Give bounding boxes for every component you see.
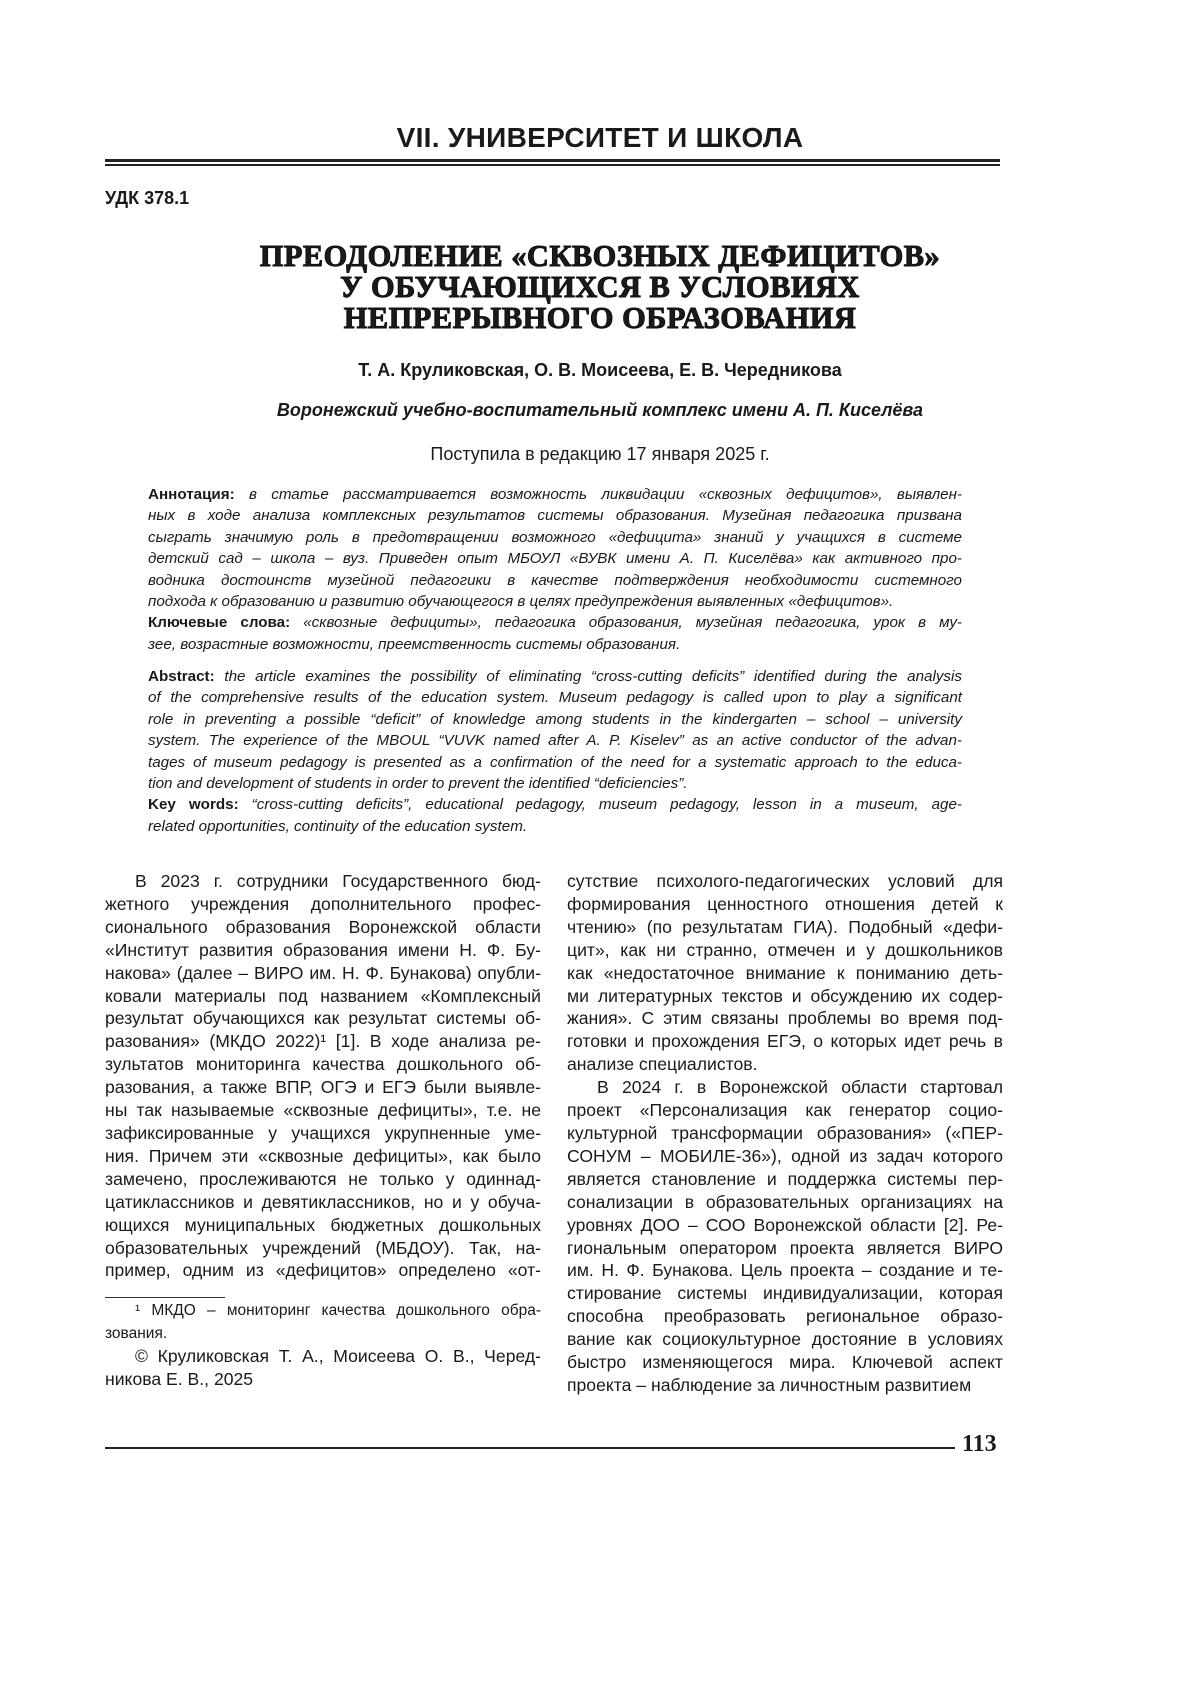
abstract-text: в статье рассматривается возможность ликвидации «сквозных дефицитов», выявлен- xyxy=(235,486,962,503)
abstract-line xyxy=(148,570,962,591)
text-line: ния. Причем эти «сквозные дефициты», как было xyxy=(105,1145,541,1168)
text-line: культурной трансформации образования» («ПЕР- xyxy=(567,1122,1003,1145)
abstract-label: Аннотация: xyxy=(148,486,235,503)
keywords-text: related opportunities, continuity of the education system. xyxy=(148,818,527,835)
abstract-text: of the comprehensive results of the education system. Museum pedagogy is called upon to play a significant xyxy=(148,689,962,706)
abstract-text: tion and development of students in order to prevent the identified “deficiencies”. xyxy=(148,775,687,792)
abstract-line xyxy=(148,548,962,569)
text-line: результат обучающихся как результат системы об- xyxy=(105,1007,541,1030)
text-line: сонализации в образовательных организациях на xyxy=(567,1191,1003,1214)
text-line: цит», как ни странно, отмечен и у дошкольников xyxy=(567,939,1003,962)
copyright xyxy=(105,1345,541,1390)
text-line: ющихся муниципальных бюджетных дошкольных xyxy=(105,1214,541,1237)
keywords-label: Key words: xyxy=(148,796,239,813)
abstract-line xyxy=(148,773,962,794)
abstract-text: ных в ходе анализа комплексных результатов системы образования. Музейная педагогика призвана xyxy=(148,507,962,524)
abstract-line xyxy=(148,709,962,730)
keywords-line xyxy=(148,794,962,815)
abstract-line xyxy=(148,527,962,548)
keywords-label: Ключевые слова: xyxy=(148,614,290,631)
text-line: В 2024 г. в Воронежской области стартовал xyxy=(567,1076,1003,1099)
text-line: никова Е. В., 2025 xyxy=(105,1368,541,1391)
body-column-left xyxy=(105,870,541,1282)
text-line: сутствие психолого-педагогических условий для xyxy=(567,870,1003,893)
text-line: зафиксированные у учащихся укрупненные уме- xyxy=(105,1122,541,1145)
udk-code: УДК 378.1 xyxy=(105,188,189,209)
footnote xyxy=(105,1300,541,1345)
text-line: вание как социокультурное достояние в условиях xyxy=(567,1328,1003,1351)
keywords-text: зее, возрастные возможности, преемственность системы образования. xyxy=(148,636,680,653)
text-line: гиональным оператором проекта является ВИРО xyxy=(567,1237,1003,1260)
abstract-label: Abstract: xyxy=(148,668,215,685)
abstract xyxy=(148,666,962,837)
abstract-text: подхода к образованию и развитию обучающегося в целях предупреждения выявленных «дефицитов». xyxy=(148,593,893,610)
text-line: накова» (далее – ВИРО им. Н. Ф. Бунакова) опубли- xyxy=(105,962,541,985)
footer-rule xyxy=(105,1447,955,1449)
text-line: образовательных учреждений (МБДОУ). Так, на- xyxy=(105,1237,541,1260)
text-line: способна преобразовать региональное образо- xyxy=(567,1305,1003,1328)
header-rule xyxy=(105,159,1000,162)
text-line: ковали материалы под названием «Комплексный xyxy=(105,985,541,1008)
abstract-line xyxy=(148,752,962,773)
text-line: проект «Персонализация как генератор социо- xyxy=(567,1099,1003,1122)
abstract-line xyxy=(148,730,962,751)
abstract-text: role in preventing a possible “deficit” of knowledge among students in the kindergarten – school – university xyxy=(148,711,962,728)
abstract-text: system. The experience of the MBOUL “VUVK named after A. P. Kiselev” as an active conductor of the advan- xyxy=(148,732,962,749)
keywords-line xyxy=(148,634,962,655)
text-line: СОНУМ – МОБИЛЕ-36»), одной из задач которого xyxy=(567,1145,1003,1168)
text-line: сионального образования Воронежской области xyxy=(105,916,541,939)
text-line: © Круликовская Т. А., Моисеева О. В., Черед- xyxy=(105,1345,541,1368)
keywords-text: «сквозные дефициты», педагогика образования, музейная педагогика, урок в му- xyxy=(290,614,962,631)
text-line: жетного учреждения дополнительного профес- xyxy=(105,893,541,916)
text-line: стирование системы индивидуализации, которая xyxy=(567,1282,1003,1305)
keywords-line xyxy=(148,612,962,633)
title-line: ПРЕОДОЛЕНИЕ «СКВОЗНЫХ ДЕФИЦИТОВ» xyxy=(12,240,1188,271)
text-line: является становление и поддержка системы пер- xyxy=(567,1168,1003,1191)
text-line: им. Н. Ф. Бунакова. Цель проекта – создание и те- xyxy=(567,1259,1003,1282)
title-line: У ОБУЧАЮЩИХСЯ В УСЛОВИЯХ xyxy=(12,271,1188,302)
text-line: ны так называемые «сквозные дефициты», т.е. не xyxy=(105,1099,541,1122)
abstract-line xyxy=(148,505,962,526)
text-line: готовки и прохождения ЕГЭ, о которых идет речь в xyxy=(567,1030,1003,1053)
page-number: 113 xyxy=(962,1431,997,1458)
abstract-text: сыграть значимую роль в предотвращении возможного «дефицита» знаний у учащихся в системе xyxy=(148,529,962,546)
abstract-line xyxy=(148,666,962,687)
keywords-text: “cross-cutting deficits”, educational pedagogy, museum pedagogy, lesson in a museum, age- xyxy=(239,796,962,813)
text-line: уровнях ДОО – СОО Воронежской области [2]. Ре- xyxy=(567,1214,1003,1237)
footnote-rule xyxy=(105,1297,225,1298)
text-line: быстро изменяющегося мира. Ключевой аспект xyxy=(567,1351,1003,1374)
header-rule xyxy=(105,164,1000,166)
text-line: ¹ МКДО – мониторинг качества дошкольного обра- xyxy=(105,1300,541,1323)
authors: Т. А. Круликовская, О. В. Моисеева, Е. В. Чередникова xyxy=(0,360,1200,381)
abstract-text: tages of museum pedagogy is presented as a confirmation of the need for a systematic approach to the educa- xyxy=(148,754,962,771)
abstract-text: водника достоинств музейной педагогики в качестве подтверждения необходимости системного xyxy=(148,572,962,589)
received-date: Поступила в редакцию 17 января 2025 г. xyxy=(0,444,1200,465)
text-line: разования» (МКДО 2022)¹ [1]. В ходе анализа ре- xyxy=(105,1030,541,1053)
text-line: замечено, прослеживаются не только у одиннад- xyxy=(105,1168,541,1191)
text-line: В 2023 г. сотрудники Государственного бюд- xyxy=(105,870,541,893)
text-line: зования. xyxy=(105,1323,541,1346)
text-line: проекта – наблюдение за личностным развитием xyxy=(567,1374,1003,1397)
text-line: цатиклассников и девятиклассников, но и у обуча- xyxy=(105,1191,541,1214)
article-title xyxy=(12,240,1188,333)
annotation xyxy=(148,484,962,655)
text-line: анализе специалистов. xyxy=(567,1053,1003,1076)
text-line: как «недостаточное внимание к пониманию деть- xyxy=(567,962,1003,985)
text-line: чтению» (по результатам ГИА). Подобный «дефи- xyxy=(567,916,1003,939)
affiliation: Воронежский учебно-воспитательный комплекс имени А. П. Киселёва xyxy=(0,400,1200,421)
text-line: разования, а также ВПР, ОГЭ и ЕГЭ были выявле- xyxy=(105,1076,541,1099)
text-line: «Институт развития образования имени Н. Ф. Бу- xyxy=(105,939,541,962)
text-line: зультатов мониторинга качества дошкольного об- xyxy=(105,1053,541,1076)
section-heading: VII. УНИВЕРСИТЕТ И ШКОЛА xyxy=(0,122,1200,154)
abstract-text: the article examines the possibility of eliminating “cross-cutting deficits” identified during the analysis xyxy=(215,668,962,685)
title-line: НЕПРЕРЫВНОГО ОБРАЗОВАНИЯ xyxy=(12,302,1188,333)
abstract-text: детский сад – школа – вуз. Приведен опыт МБОУЛ «ВУВК имени А. П. Киселёва» как активного про- xyxy=(148,550,962,567)
text-line: пример, одним из «дефицитов» определено «от- xyxy=(105,1259,541,1282)
text-line: формирования ценностного отношения детей к xyxy=(567,893,1003,916)
abstract-line xyxy=(148,591,962,612)
text-line: ми литературных текстов и обсуждению их содер- xyxy=(567,985,1003,1008)
abstract-line xyxy=(148,687,962,708)
abstract-line xyxy=(148,484,962,505)
keywords-line xyxy=(148,816,962,837)
body-column-right xyxy=(567,870,1003,1397)
text-line: жания». С этим связаны проблемы во время под- xyxy=(567,1007,1003,1030)
